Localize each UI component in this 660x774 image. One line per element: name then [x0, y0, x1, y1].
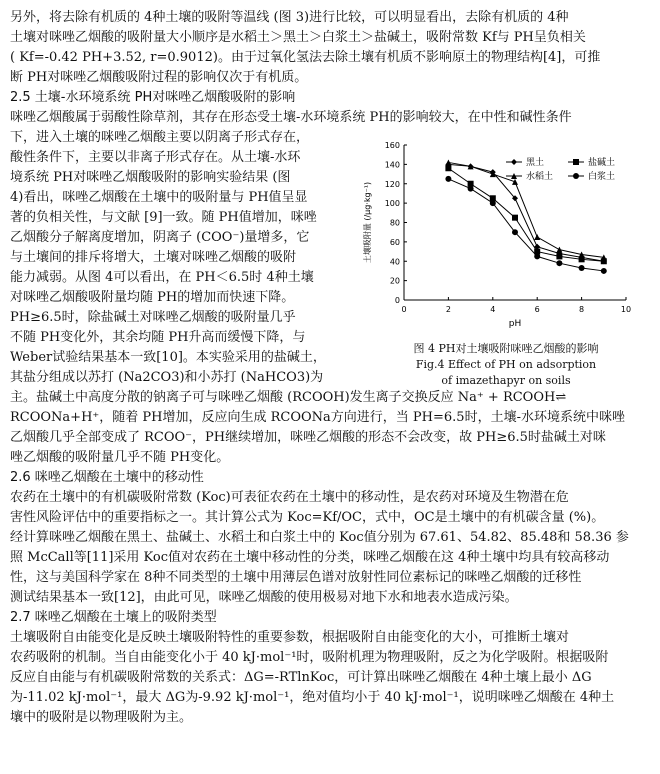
- legend-label: 水稻土: [526, 172, 554, 182]
- figure-caption-cn: 图 4 PH对土壤吸附咪唑乙烟酸的影响: [413, 342, 599, 355]
- section-heading-2-7: 2.7 咪唑乙烟酸在土壤上的吸附类型: [10, 610, 217, 625]
- paragraph-line: 性，这与美国科学家在 8种不同类型的土壤中用薄层色谱对放射性同位素标记的咪唑乙烟酸的迁移性: [10, 570, 582, 585]
- x-tick-label: 2: [445, 305, 451, 314]
- paragraph-line: 另外，将去除有机质的 4种土壤的吸附等温线 (图 3)进行比较，可以明显看出，去除有机质的 4种: [10, 10, 569, 25]
- data-point: [512, 229, 518, 235]
- y-tick-label: 0: [394, 296, 400, 305]
- x-tick-label: 6: [534, 305, 540, 314]
- data-point: [512, 179, 518, 185]
- paragraph-line: 照 McCall等[11]采用 Koc值对农药在土壤中移动性的分类，咪唑乙烟酸在这 4种土壤中均具有较高移动: [10, 550, 610, 565]
- y-axis-label: 土壤吸附量 (/μg·kg⁻¹): [363, 181, 372, 264]
- paragraph-line: PH≥6.5时，除盐碱土对咪唑乙烟酸的吸附量几乎: [10, 310, 296, 325]
- paragraph-line: 酸性条件下，主要以非离子形式存在。从土壤-水环: [10, 150, 301, 165]
- paragraph-line: 壤中的吸附是以物理吸附为主。: [10, 710, 193, 725]
- paragraph-line: 唑乙烟酸的吸附量几乎不随 PH变化。: [10, 450, 230, 465]
- paragraph-line: 土壤吸附自由能变化是反映土壤吸附特性的重要参数，根据吸附自由能变化的大小，可推断土壤对: [10, 630, 570, 645]
- paragraph-line: Weber试验结果基本一致[10]。本实验采用的盐碱土，: [10, 350, 326, 365]
- paragraph-line: 主。盐碱土中高度分散的钠离子可与咪唑乙烟酸 (RCOOH)发生离子交换反应 Na⁺ + RCOOH⇌: [10, 390, 567, 405]
- data-point: [445, 176, 451, 182]
- y-tick-label: 80: [389, 218, 400, 228]
- data-point: [512, 215, 518, 221]
- y-tick-label: 140: [384, 160, 400, 170]
- legend-marker: [511, 159, 517, 165]
- paragraph-line: 4)看出，咪唑乙烟酸在土壤中的吸附量与 PH值呈显: [10, 190, 308, 205]
- paragraph-line: 乙烟酸几乎全部变成了 RCOO⁻，PH继续增加，咪唑乙烟酸的形态不会改变，故 PH≥6.5时盐碱土对咪: [10, 430, 606, 445]
- paragraph-line: 乙烟酸分子解离度增加，阴离子 (COO⁻)量增多，它: [10, 230, 310, 245]
- section-heading-2-5: 2.5 土壤-水环境系统 PH对咪唑乙烟酸吸附的影响: [10, 90, 296, 105]
- paragraph-line: 害性风险评估中的重要指标之一。其计算公式为 Koc=Kf/OC，式中，OC是土壤中的有机碳含量 (%)。: [10, 510, 605, 525]
- x-tick-label: 8: [579, 305, 585, 314]
- data-point: [468, 186, 474, 192]
- y-tick-label: 60: [389, 237, 400, 247]
- paragraph-line: 著的负相关性，与文献 [9]一致。随 PH值增加，咪唑: [10, 210, 317, 225]
- paragraph-line: 咪唑乙烟酸属于弱酸性除草剂，其存在形态受土壤-水环境系统 PH的影响较大，在中性和碱性条件: [10, 110, 572, 125]
- y-tick-label: 120: [384, 179, 400, 189]
- paragraph-line: 其盐分组成以苏打 (Na2CO3)和小苏打 (NaHCO3)为: [10, 370, 324, 385]
- x-tick-label: 4: [490, 305, 496, 314]
- data-point: [601, 268, 607, 274]
- x-tick-label: 10: [620, 305, 632, 314]
- x-tick-label: 0: [401, 305, 407, 314]
- paragraph-line: 对咪唑乙烟酸吸附量均随 PH的增加而快速下降。: [10, 290, 295, 305]
- paragraph-line: 为-11.02 kJ·mol⁻¹，最大 ΔG为-9.92 kJ·mol⁻¹，绝对值均小于 40 kJ·mol⁻¹，说明咪唑乙烟酸在 4种土: [10, 690, 615, 705]
- paragraph-line: 能力减弱。从图 4可以看出，在 PH＜6.5时 4种土壤: [10, 270, 314, 285]
- y-tick-label: 100: [384, 199, 400, 209]
- legend-label: 白浆土: [588, 172, 616, 182]
- y-tick-label: 40: [389, 257, 400, 267]
- paragraph-line: 反应自由能与有机碳吸附常数的关系式：ΔG=-RTlnKoc，可计算出咪唑乙烟酸在 4种土壤上最小 ΔG: [10, 670, 592, 685]
- paragraph-line: 断 PH对咪唑乙烟酸吸附过程的影响仅次于有机质。: [10, 70, 308, 85]
- figure-caption-en2: of imazethapyr on soils: [441, 374, 571, 387]
- paragraph-line: 农药在土壤中的有机碳吸附常数 (Koc)可表征农药在土壤中的移动性，是农药对环境及生物潜在危: [10, 490, 569, 505]
- y-tick-label: 20: [389, 276, 400, 286]
- y-tick-label: 160: [384, 141, 400, 150]
- paragraph-line: 经计算咪唑乙烟酸在黑土、盐碱土、水稻土和白浆土中的 Koc值分别为 67.61、54.82、85.48和 58.36 参: [10, 530, 629, 545]
- legend-marker: [573, 173, 579, 179]
- data-point: [579, 265, 585, 271]
- data-point: [445, 165, 451, 171]
- paragraph-line: 土壤对咪唑乙烟酸的吸附量大小顺序是水稻土＞黑土＞白浆土＞盐碱土，吸附常数 Kf与 PH呈负相关: [10, 30, 586, 45]
- section-heading-2-6: 2.6 咪唑乙烟酸在土壤中的移动性: [10, 470, 204, 485]
- paragraph-line: 下，进入土壤的咪唑乙烟酸主要以阴离子形式存在，: [10, 130, 310, 145]
- paragraph-line: RCOONa+H⁺，随着 PH增加，反应向生成 RCOONa方向进行，当 PH=6.5时，土壤-水环境系统中咪唑: [10, 410, 625, 425]
- paragraph-line: 不随 PH变化外，其余均随 PH升高而缓慢下降，与: [10, 330, 306, 345]
- paragraph-line: 农药吸附的机制。当自由能变化小于 40 kJ·mol⁻¹时，吸附机理为物理吸附，反之为化学吸附。根据吸附: [10, 650, 609, 665]
- data-point: [534, 234, 540, 240]
- paragraph-line: 与土壤间的排斥将增大，土壤对咪唑乙烟酸的吸附: [10, 250, 297, 265]
- legend-marker: [573, 159, 579, 165]
- data-point: [556, 253, 562, 259]
- paragraph-line: 境系统 PH对咪唑乙烟酸吸附的影响实验结果 (图: [10, 170, 291, 185]
- data-point: [534, 253, 540, 259]
- legend-label: 黑土: [526, 158, 545, 168]
- paragraph-line: ( Kf=-0.42 PH+3.52, r=0.9012)。由于过氧化氢法去除土壤有机质不影响原土的物理结构[4]，可推: [10, 50, 601, 65]
- figure-caption-en1: Fig.4 Effect of PH on adsorption: [415, 358, 597, 371]
- x-axis-label: pH: [508, 319, 522, 329]
- data-point: [490, 200, 496, 206]
- data-point: [556, 260, 562, 266]
- paragraph-line: 测试结果基本一致[12]，由此可见，咪唑乙烟酸的使用极易对地下水和地表水造成污染。: [10, 590, 518, 605]
- legend-label: 盐碱土: [588, 158, 616, 168]
